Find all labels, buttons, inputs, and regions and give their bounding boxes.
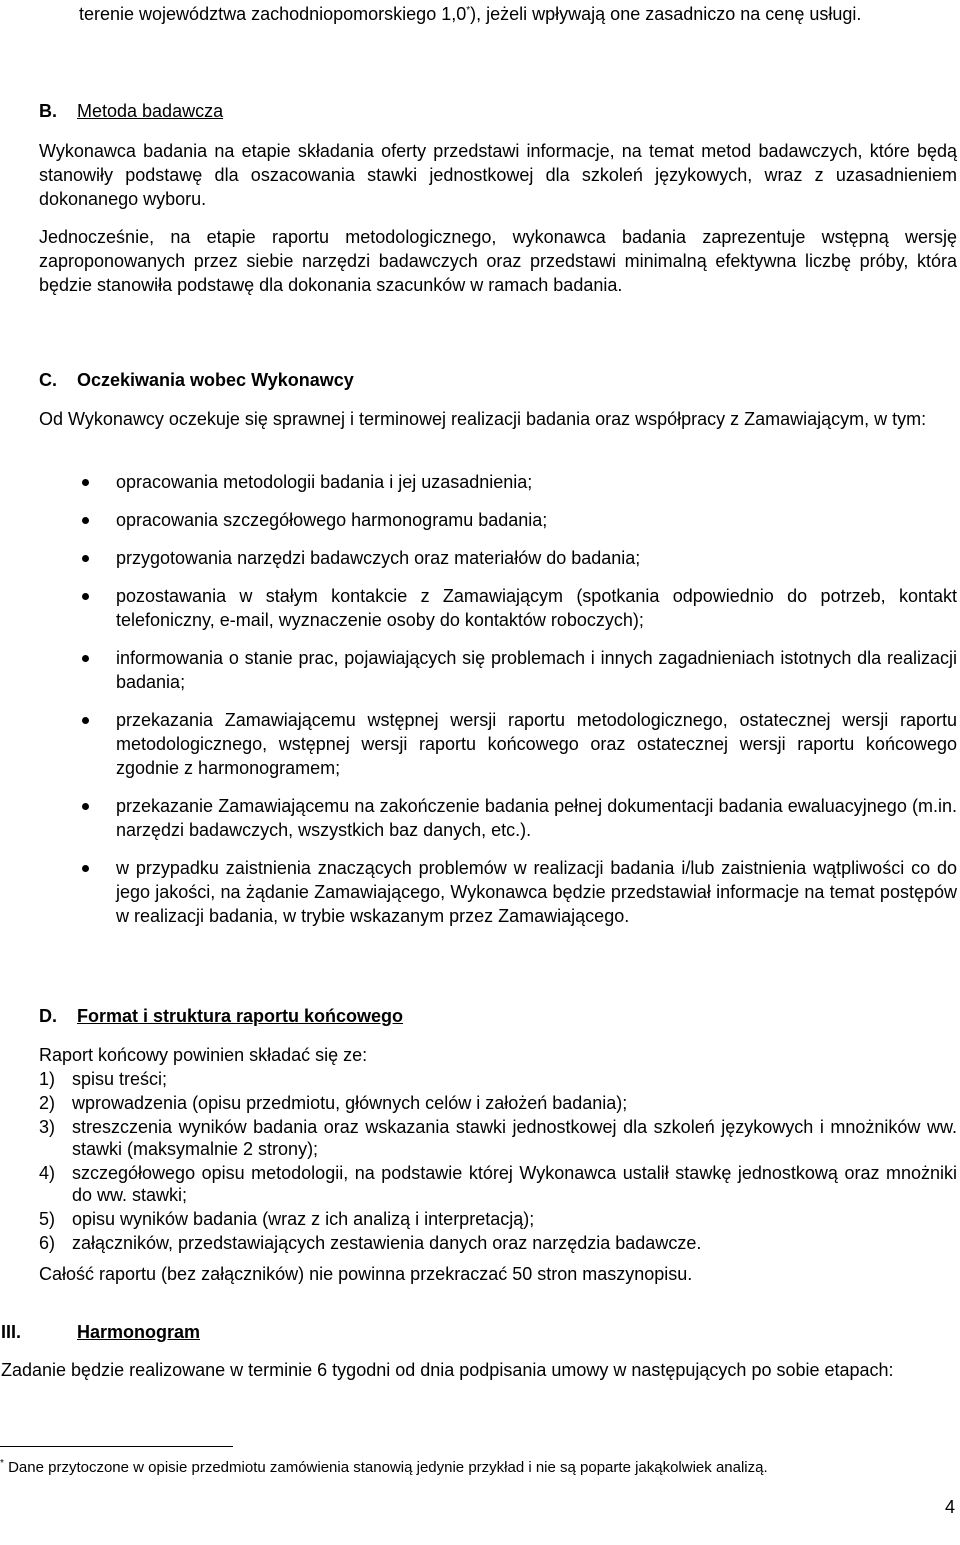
bullet-icon bbox=[82, 717, 89, 724]
section-iii-text: Zadanie będzie realizowane w terminie 6 tygodni od dnia podpisania umowy w następujących po sobie etapach: bbox=[1, 1360, 894, 1380]
list-item: 2) wprowadzenia (opisu przedmiotu, głównych celów i założeń badania); bbox=[39, 1093, 628, 1113]
bullet-icon bbox=[82, 593, 89, 600]
footnote bbox=[0, 1458, 768, 1478]
section-d-intro: Raport końcowy powinien składać się ze: bbox=[39, 1045, 368, 1065]
intro-text: terenie województwa zachodniopomorskiego 1,0 bbox=[79, 4, 467, 24]
bullet-icon bbox=[82, 803, 89, 810]
list-item: 3) streszczenia wyników badania oraz wskazania stawki jednostkowej dla szkoleń językowych i mnożników ww. stawki (maksymalnie 2 strony); bbox=[39, 1117, 957, 1159]
list-item: opracowania szczegółowego harmonogramu badania; bbox=[39, 508, 957, 532]
bullet-icon bbox=[82, 655, 89, 662]
section-d-title: Format i struktura raportu końcowego bbox=[77, 1006, 404, 1026]
list-item: przekazanie Zamawiającemu na zakończenie badania pełnej dokumentacji badania ewaluacyjnego (m.in. narzędzi badawczych, wszystkich baz danych, etc.). bbox=[39, 794, 957, 842]
section-b-label: B. bbox=[39, 101, 57, 121]
list-item: 6) załączników, przedstawiających zestawienia danych oraz narzędzia badawcze. bbox=[39, 1233, 702, 1253]
section-c-title: Oczekiwania wobec Wykonawcy bbox=[77, 370, 354, 390]
footnote-separator bbox=[0, 1446, 233, 1447]
report-structure-list bbox=[39, 1068, 957, 1254]
expectations-list bbox=[39, 470, 957, 928]
footnote-reference: * bbox=[466, 5, 471, 16]
bullet-icon bbox=[82, 517, 89, 524]
intro-paragraph bbox=[79, 2, 957, 26]
item-number: 2) bbox=[39, 1093, 56, 1113]
section-b-paragraph-1: Wykonawca badania na etapie składania oferty przedstawi informacje, na temat metod badawczych, które będą stanowiły podstawę dla oszacowania stawki jednostkowej dla szkoleń językowych, wraz z uzasadnieniem dokonanego wyboru. bbox=[39, 141, 957, 209]
page-number: 4 bbox=[944, 1497, 955, 1517]
list-item: w przypadku zaistnienia znaczących problemów w realizacji badania i/lub zaistnienia wątpliwości co do jego jakości, na żądanie Zamawiającego, Wykonawca będzie przedstawiał informacje na temat postępów w realizacji badania, w trybie wskazanym przez Zamawiającego. bbox=[39, 856, 957, 928]
list-item: 1) spisu treści; bbox=[39, 1069, 168, 1089]
list-item: 5) opisu wyników badania (wraz z ich analizą i interpretacją); bbox=[39, 1209, 535, 1229]
section-c-label: C. bbox=[39, 370, 57, 390]
item-number: 3) bbox=[39, 1117, 56, 1137]
item-number: 4) bbox=[39, 1163, 56, 1183]
list-item: pozostawania w stałym kontakcie z Zamawiającym (spotkania odpowiednio do potrzeb, kontakt telefoniczny, e-mail, wyznaczenie osoby do kontaktów roboczych); bbox=[39, 584, 957, 632]
bullet-icon bbox=[82, 555, 89, 562]
list-item: 4) szczegółowego opisu metodologii, na podstawie której Wykonawca ustalił stawkę jednostkową oraz mnożniki do ww. stawki; bbox=[39, 1163, 957, 1205]
section-b-paragraph-2: Jednocześnie, na etapie raportu metodologicznego, wykonawca badania zaprezentuje wstępną wersję zaproponowanych przez siebie narzędzi badawczych oraz przedstawi minimalną efektywna liczbę próby, która będzie stanowiła podstawę dla dokonania szacunków w ramach badania. bbox=[39, 227, 957, 295]
footnote-text: Dane przytoczone w opisie przedmiotu zamówienia stanowią jedynie przykład i nie są poparte jakąkolwiek analizą. bbox=[8, 1459, 768, 1476]
section-c-intro: Od Wykonawcy oczekuje się sprawnej i terminowej realizacji badania oraz współpracy z Zamawiającym, w tym: bbox=[39, 409, 927, 429]
section-iii-title: Harmonogram bbox=[77, 1322, 201, 1342]
section-d-label: D. bbox=[39, 1006, 57, 1026]
list-item: przekazania Zamawiającemu wstępnej wersji raportu metodologicznego, ostatecznej wersji raportu metodologicznego, wstępnej wersji raportu końcowego oraz ostatecznej wersji raportu końcowego zgodnie z harmonogramem; bbox=[39, 708, 957, 780]
list-item: informowania o stanie prac, pojawiających się problemach i innych zagadnieniach istotnych dla realizacji badania; bbox=[39, 646, 957, 694]
section-iii-label: III. bbox=[1, 1322, 22, 1342]
item-number: 1) bbox=[39, 1069, 56, 1089]
bullet-icon bbox=[82, 479, 89, 486]
bullet-icon bbox=[82, 865, 89, 872]
section-d-closing: Całość raportu (bez załączników) nie powinna przekraczać 50 stron maszynopisu. bbox=[39, 1264, 693, 1284]
item-number: 6) bbox=[39, 1233, 56, 1253]
list-item: opracowania metodologii badania i jej uzasadnienia; bbox=[39, 470, 957, 494]
list-item: przygotowania narzędzi badawczych oraz materiałów do badania; bbox=[39, 546, 957, 570]
footnote-mark: * bbox=[0, 1458, 4, 1469]
intro-text-after: ), jeżeli wpływają one zasadniczo na cenę usługi. bbox=[470, 4, 862, 24]
section-b-title: Metoda badawcza bbox=[77, 101, 224, 121]
item-number: 5) bbox=[39, 1209, 56, 1229]
